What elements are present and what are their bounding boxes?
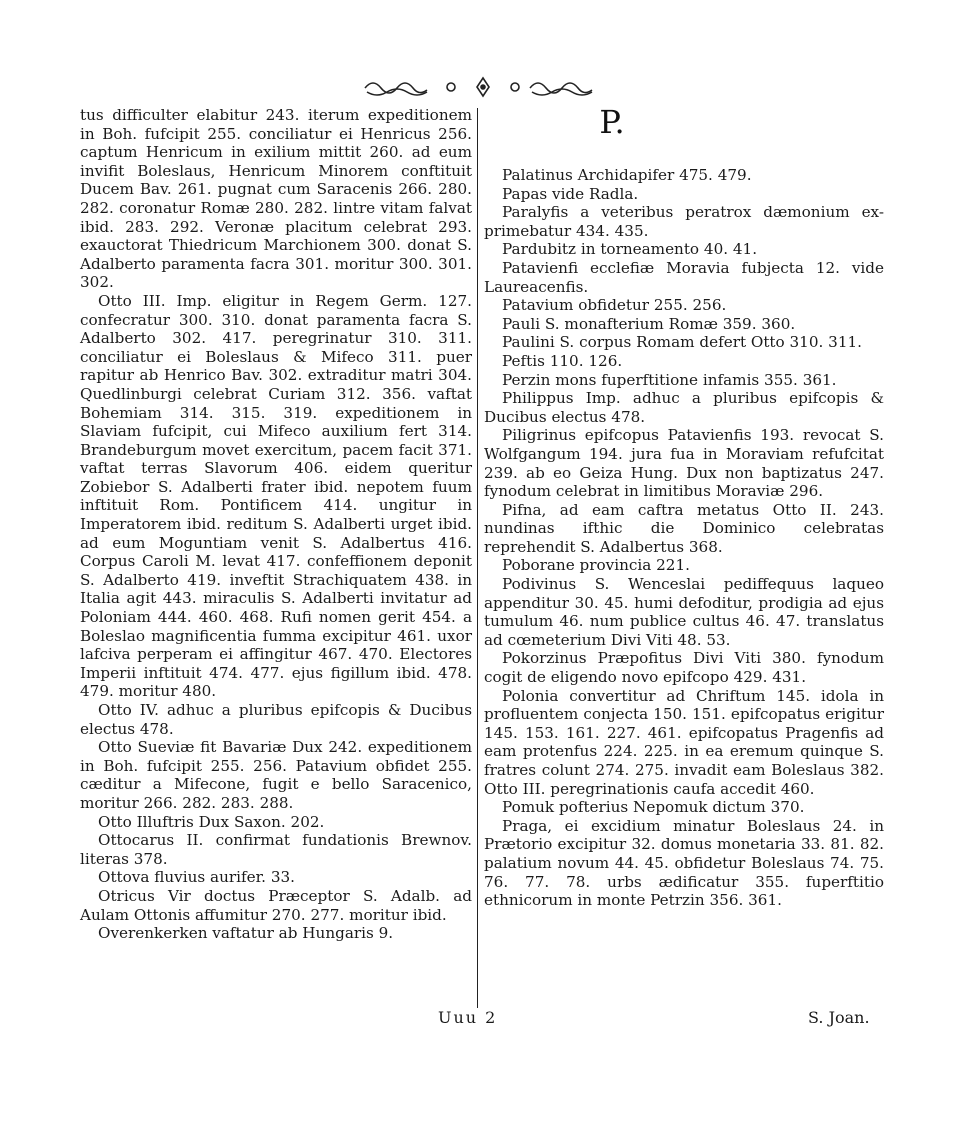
section-letter: P. (599, 103, 625, 141)
index-entry: Polonia convertitur ad Chriftum 145. idola in profluentem conjecta 150. 151. epifcopatus erigitur 145. 153. 161. 227. 461. epifcopatus Pragenfis ad eam protenfus 224. 225. in ea eremum quinque S. fratres colunt 274. 275. invadit eam Boleslaus 382. Otto III. peregrinationis caufa accedit 460. (484, 686, 884, 798)
index-entry: Otto III. Imp. eligitur in Regem Germ. 127. confecratur 300. 310. donat paramenta facra S. Adalberto 302. 417. peregrinatur 310. 311. conciliatur ei Boleslaus & Mifeco 311. puer rapitur ab Henrico Bav. 302. extraditur matri 304. Quedlinburgi celebrat Curiam 312. 356. vaftat Bohemiam 314. 315. 319. expeditionem in Slaviam fufcipit, cui Mifeco auxilium fert 314. Brandeburgum movet exercitum, pacem facit 371. vaftat terras Slavorum 406. eidem queritur Zobiebor S. Adalberti frater ibid. nepotem fuum inftituit Rom. Pontificem 414. ungitur in Imperatorem ibid. reditum S. Adalberti urget ibid. ad eum Moguntiam venit S. Adalbertus 416. Corpus Caroli M. levat 417. confeffionem deponit S. Adalberto 419. inveftit Strachiquatem 438. in Italia agit 443. miraculis S. Adalberti invitatur ad Poloniam 444. 460. 468. Rufi nomen gerit 454. a Boleslao magnificentia fumma excipitur 461. uxor lafciva perperam ei affingitur 467. 470. Electores Imperii inftituit 474. 477. ejus figillum ibid. 478. 479. moritur 480. (80, 291, 472, 701)
index-entry: Otto Sueviæ fit Bavariæ Dux 242. expeditionem in Boh. fufcipit 255. 256. Patavium obfidet 255. cæditur a Mifecone, fugit e bello Saracenico, moritur 266. 282. 283. 288. (80, 738, 472, 812)
index-entry: Peftis 110. 126. (502, 351, 623, 370)
index-entry: Pomuk pofterius Nepomuk dictum 370. (502, 798, 805, 817)
index-entry: Palatinus Archidapifer 475. 479. (502, 166, 752, 184)
index-entry: Patavienfi ecclefiæ Moravia fubjecta 12. vide Laureacenfis. (484, 258, 884, 296)
index-entry: Patavium obfidetur 255. 256. (502, 296, 727, 315)
left-column (80, 106, 472, 943)
index-entry: Pifna, ad eam caftra metatus Otto II. 243. nundinas ifthic die Dominico celebratas reprehendit S. Adalbertus 368. (484, 500, 884, 556)
index-entry: Ottocarus II. confirmat fundationis Brewnov. literas 378. (80, 831, 472, 868)
index-entry: Ottova fluvius aurifer. 33. (98, 868, 295, 887)
index-entry: Paulini S. corpus Romam defert Otto 310. 311. (502, 333, 862, 352)
index-entry: Otto IV. adhuc a pluribus epifcopis & Ducibus electus 478. (80, 701, 472, 738)
index-entry: Pardubitz in torneamento 40. 41. (502, 240, 758, 259)
index-entry: Pokorzinus Præpofitus Divi Viti 380. fynodum cogit de eligendo novo epifcopo 429. 431. (484, 649, 884, 687)
ornament-band (355, 74, 615, 100)
index-entry: Pauli S. monafterium Romæ 359. 360. (502, 314, 796, 333)
index-entry: Otto Illuftris Dux Saxon. 202. (98, 812, 325, 831)
index-entry: Podivinus S. Wenceslai pediffequus laqueo appenditur 30. 45. humi defoditur, prodigia ad ejus tumulum 46. num publice cultus 46. 47. translatus ad cœmeterium Divi Viti 48. 53. (484, 575, 884, 649)
index-entry: Papas vide Radla. (502, 184, 639, 203)
index-entry: Piligrinus epifcopus Patavienfis 193. revocat S. Wolfgangum 194. jura fua in Moraviam refufcitat 239. ab eo Geiza Hung. Dux non baptizatus 247. fynodum celebrat in limitibus Moraviæ 296. (484, 426, 884, 501)
index-entry: Paralyfis a veteribus peratrox dæmonium ex- primebatur 434. 435. (484, 203, 884, 240)
index-entry: Praga, ei excidium minatur Boleslaus 24. in Prætorio excipitur 32. domus monetaria 33. 81. 82. palatium novum 44. 45. obfidetur Boleslaus 74. 75. 76. 77. 78. urbs ædificatur 355. fuperftitio ethnicorum in monte Petrzin 356. 361. (484, 816, 884, 910)
catchword: S. Joan. (808, 1008, 870, 1027)
right-column (484, 166, 884, 910)
index-entry: Overenkerken vaftatur ab Hungaris 9. (98, 924, 394, 943)
index-entry: Poborane provincia 221. (502, 556, 690, 575)
signature-mark: Uuu 2 (438, 1008, 498, 1027)
index-entry: Philippus Imp. adhuc a pluribus epifcopis & Ducibus electus 478. (484, 389, 884, 426)
index-entry: Perzin mons fuperftitione infamis 355. 361. (502, 370, 837, 389)
index-entry: tus difficulter elabitur 243. iterum expeditionem in Boh. fufcipit 255. conciliatur ei Henricus 256. captum Henricum in exilium mittit 260. ad eum invifit Boleslaus, Henricum Minorem conftituit Ducem Bav. 261. pugnat cum Saracenis 266. 280. 282. coronatur Romæ 280. 282. lintre vitam falvat ibid. 283. 292. Veronæ placitum celebrat 293. exauctorat Thiedricum Marchionem 300. donat S. Adalberto paramenta facra 301. moritur 300. 301. 302. (80, 106, 472, 292)
index-entry: Otricus Vir doctus Præceptor S. Adalb. ad Aulam Ottonis affumitur 270. 277. moritur ibid. (80, 886, 472, 924)
column-divider (477, 108, 478, 1008)
